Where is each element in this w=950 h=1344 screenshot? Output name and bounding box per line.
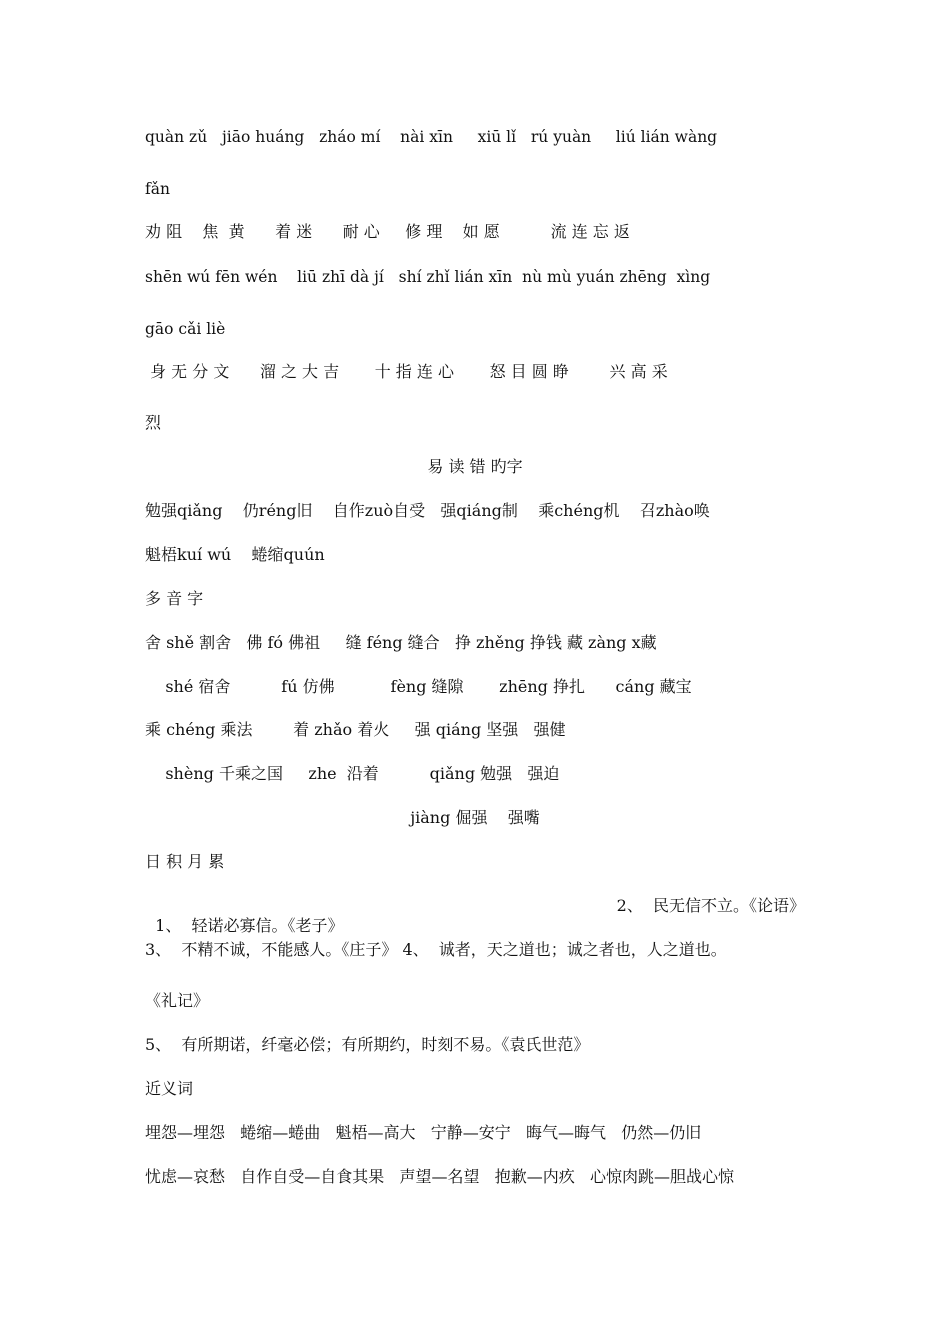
misread-line: 勉强qiǎng 仍réng旧 自作zuò自受 强qiáng制 乘chéng机 召zhào唤	[145, 501, 710, 520]
quote-item: 5、 有所期诺，纤毫必偿；有所期约，时刻不易。《袁氏世范》	[145, 1035, 590, 1054]
synonym-line: 忧虑—哀愁 自作自受—自食其果 声望—名望 抱歉—内疚 心惊肉跳—胆战心惊	[145, 1167, 735, 1186]
synonym-line: 埋怨—埋怨 蜷缩—蜷曲 魁梧—高大 宁静—安宁 晦气—晦气 仍然—仍旧	[145, 1123, 702, 1142]
pinyin-line: shēn wú fēn wén liū zhī dà jí shí zhǐ lián xīn nù mù yuán zhēng xìng	[145, 268, 711, 286]
quote-item: 2、 民无信不立。《论语》	[616, 896, 805, 915]
quote-item: 1、 轻诺必寡信。《老子》	[155, 916, 344, 935]
quote-item: 3、 不精不诚，不能感人。《庄子》 4、 诚者，天之道也；诚之者也，人之道也。	[145, 940, 727, 959]
misread-line: 魁梧kuí wú 蜷缩quún	[145, 545, 325, 564]
section-heading-easy-misread: 易 读 错 旳字	[427, 457, 523, 476]
section-heading-daily: 日 积 月 累	[145, 852, 225, 871]
polyphonic-line: 乘 chéng 乘法 着 zhǎo 着火 强 qiáng 坚强 强健	[145, 720, 566, 739]
polyphonic-line: shé 宿舍 fú 仿佛 fèng 缝隙 zhēng 挣扎 cáng 藏宝	[145, 677, 692, 696]
section-heading-synonyms: 近义词	[145, 1079, 194, 1098]
hanzi-line: 身 无 分 文 溜 之 大 吉 十 指 连 心 怒 目 圆 睁 兴 高 采	[145, 362, 668, 381]
polyphonic-line: 舍 shě 割舍 佛 fó 佛祖 缝 féng 缝合 挣 zhěng 挣钱 藏 zàng x藏	[145, 633, 657, 652]
pinyin-line: quàn zǔ jiāo huáng zháo mí nài xīn xiū lǐ rú yuàn liú lián wàng	[145, 128, 718, 146]
hanzi-line: 烈	[145, 413, 162, 432]
pinyin-line: gāo cǎi liè	[145, 320, 226, 338]
polyphonic-line: shèng 千乘之国 zhe 沿着 qiǎng 勉强 强迫	[145, 764, 560, 783]
hanzi-line: 劝 阻 焦 黄 着 迷 耐 心 修 理 如 愿 流 连 忘 返	[145, 222, 630, 241]
pinyin-line: fǎn	[145, 180, 170, 198]
section-heading-polyphonic: 多 音 字	[145, 589, 204, 608]
polyphonic-line: jiàng 倔强 强嘴	[410, 808, 540, 827]
quote-item: 《礼记》	[145, 991, 210, 1010]
